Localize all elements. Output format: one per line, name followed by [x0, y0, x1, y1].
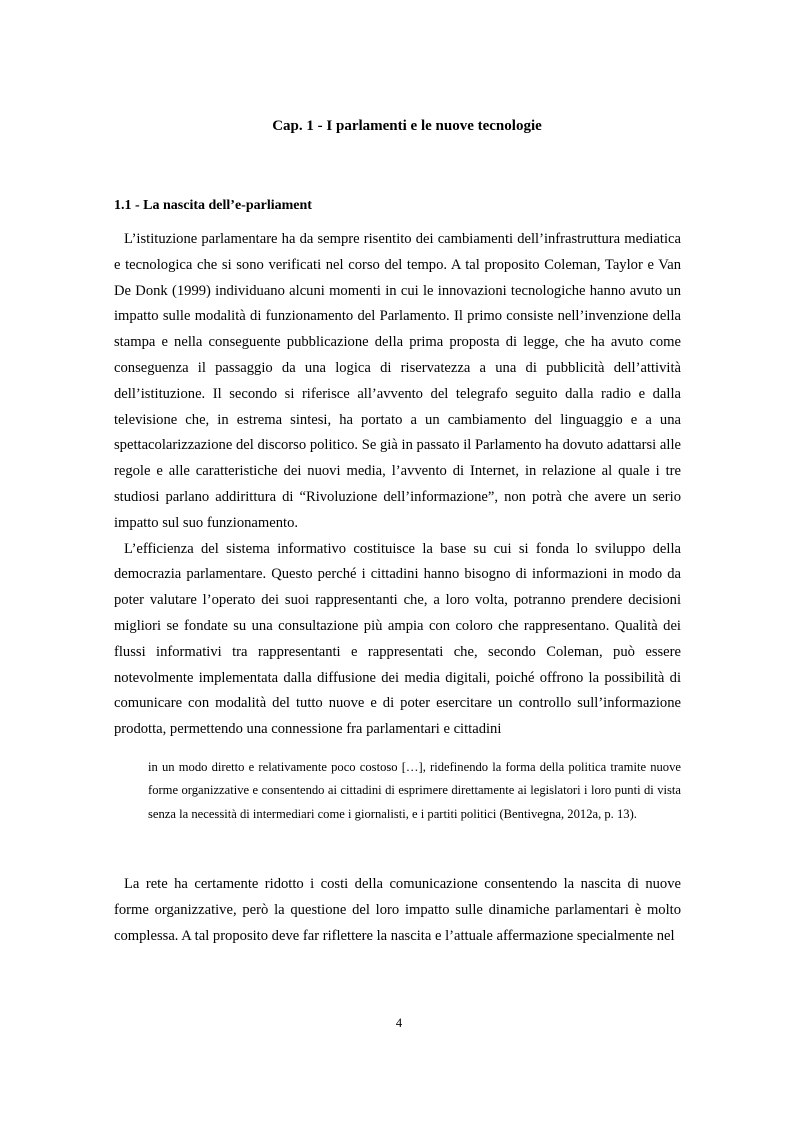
chapter-title: Cap. 1 - I parlamenti e le nuove tecnologie	[272, 118, 542, 134]
body-text	[114, 227, 681, 743]
paragraph-2: L’efficienza del sistema informativo costituisce la base su cui si fonda lo sviluppo della democrazia parlamentare. Questo perché i cittadini hanno bisogno di informazioni in modo da poter valutare l’operato dei suoi rappresentanti che, a loro volta, potranno prendere decisioni migliori se fondate su una consultazione più ampia con coloro che rappresentano. Qualità dei flussi informativi tra rappresentanti e rappresentati che, secondo Coleman, può essere notevolmente implementata dalla diffusione dei media digitali, poiché offrono la possibilità di comunicare con modalità del tutto nuove e di poter esercitare un controllo sull’informazione prodotta, permettendo una connessione fra parlamentari e cittadini	[114, 540, 681, 738]
paragraph-3: La rete ha certamente ridotto i costi della comunicazione consentendo la nascita di nuove forme organizzative, però la questione del loro impatto sulle dinamiche parlamentari è molto complessa. A tal proposito deve far riflettere la nascita e l’attuale affermazione specialmente nel	[114, 876, 681, 944]
section-title: 1.1 - La nascita dell’e-parliament	[114, 198, 312, 213]
body-text-continued	[114, 872, 681, 949]
page-number: 4	[395, 1016, 403, 1030]
paragraph-1: L’istituzione parlamentare ha da sempre risentito dei cambiamenti dell’infrastruttura mediatica e tecnologica che si sono verificati nel corso del tempo. A tal proposito Coleman, Taylor e Van De Donk (1999) individuano alcuni momenti in cui le innovazioni tecnologiche hanno avuto un impatto sulle modalità di funzionamento del Parlamento. Il primo consiste nell’invenzione della stampa e nella conseguente pubblicazione della prima proposta di legge, che ha avuto come conseguenza il passaggio da una logica di riservatezza a una di pubblicità dell’attività dell’istituzione. Il secondo si riferisce all’avvento del telegrafo seguito dalla radio e dalla televisione che, in estrema sintesi, ha portato a un cambiamento del linguaggio e a una spettacolarizzazione del discorso politico. Se già in passato il Parlamento ha dovuto adattarsi alle regole e alle caratteristiche dei nuovi media, l’avvento di Internet, in relazione al quale i tre studiosi parlano addirittura di “Rivoluzione dell’informazione”, non potrà che avere un serio impatto sul suo funzionamento.	[114, 231, 681, 531]
block-quote: in un modo diretto e relativamente poco costoso […], ridefinendo la forma della politica tramite nuove forme organizzative e consentendo ai cittadini di esprimere direttamente ai legislatori i loro punti di vista senza la necessità di intermediari come i giornalisti, e i partiti politici (Bentivegna, 2012a, p. 13).	[148, 760, 681, 821]
